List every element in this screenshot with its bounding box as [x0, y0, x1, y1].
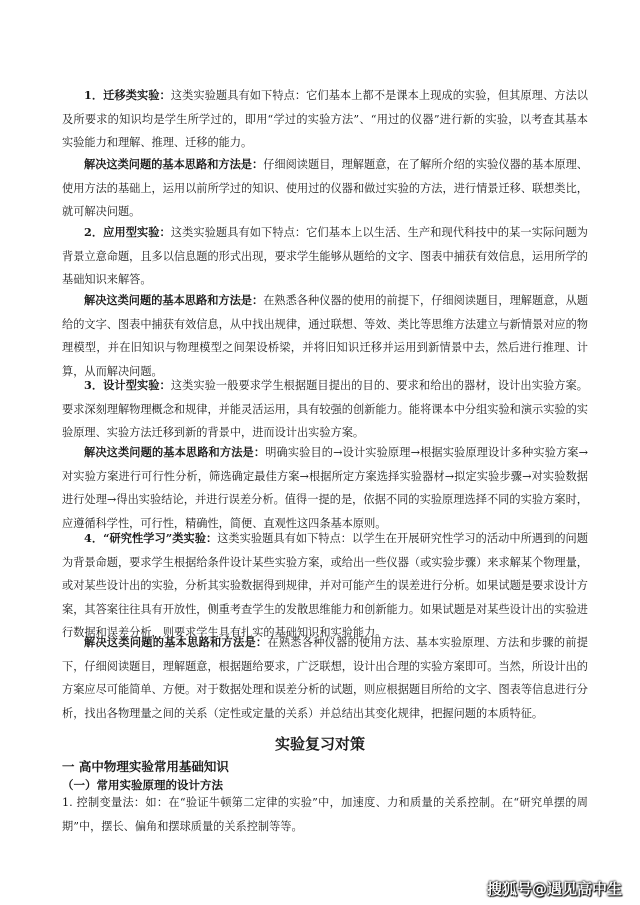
- section-text: 这类实验题具有如下特点：它们基本上都不是课本上现成的实验，但其原理、方法以及所要求的知识均是学生所学过的，即用“学过的实验方法”、“用过的仪器”进行新的实验，以考查其基本实验能力和理解、推理、迁移的能力。: [62, 89, 588, 149]
- section-heading: 解决这类问题的基本思路和方法是：: [84, 635, 268, 649]
- section-text: 这类实验一般要求学生根据题目提出的目的、要求和给出的器材，设计出实验方案。要求深刻理解物理概念和规律，并能灵活运用，具有较强的创新能力。能将课本中分组实验和演示实验的实验原理、实验方法迁移到新的背景中，进而设计出实验方案。: [62, 379, 588, 439]
- section-heading-1: 一 高中物理实验常用基础知识: [62, 759, 229, 774]
- list-item-control-variables: 1. 控制变量法：如：在“验证牛顿第二定律的实验”中，加速度、力和质量的关系控制。在“研究单摆的周期”中，摆长、偏角和摆球质量的关系控制等等。: [62, 796, 588, 833]
- section-text: 明确实验目的→设计实验原理→根据实验原理设计多种实验方案→对实验方案进行可行性分析，筛选确定最佳方案→根据所定方案选择实验器材→拟定实验步骤→对实验数据进行处理→得出实验结论，并进行误差分析。值得一提的是，依据不同的实验原理选择不同的实验方案时，应遵循科学性，可行性，精确性，简便、直观性这四条基本原则。: [62, 446, 588, 530]
- watermark: 搜狐号@遇见高中生: [486, 880, 622, 898]
- section-design-experiment: [62, 374, 588, 445]
- section-heading: 2．应用型实验：: [84, 225, 171, 239]
- section-design-solution: [62, 441, 588, 535]
- section-text: 在熟悉各种仪器的使用方法、基本实验原理、方法和步骤的前提下，仔细阅读题目，理解题意，根据题给要求，广泛联想，设计出合理的实验方案即可。当然，所设计出的方案应尽可能简单、方便。对于数据处理和误差分析的试题，则应根据题目所给的文字、图表等信息进行分析，找出各物理量之间的关系（定性或定量的关系）并总结出其变化规律，把握问题的本质特征。: [62, 636, 588, 720]
- section-application-solution: [62, 289, 588, 383]
- section-heading: 解决这类问题的基本思路和方法是：: [84, 445, 266, 459]
- section-application-experiment: [62, 221, 588, 292]
- section-text: 这类实验题具有如下特点：以学生在开展研究性学习的活动中所遇到的问题为背景命题，要求学生根据给条件设计某些实验方案，或给出一些仪器（或实验步骤）来求解某个物理量，或对某些设计出的实验，分析其实验数据得到规律，并对可能产生的误差进行分析。如果试题是要求设计方案，其答案往往具有开放性，侧重考查学生的发散思维能力和创新能力。如果试题是对某些设计出的实验进行数据和误差分析，则要求学生具有扎实的基础知识和实验能力。: [62, 532, 588, 639]
- page-title: 实验复习对策: [274, 735, 365, 753]
- section-research-solution: [62, 631, 588, 725]
- section-heading: 解决这类问题的基本思路和方法是：: [84, 157, 264, 171]
- subsection-heading: （一）常用实验原理的设计方法: [62, 778, 223, 792]
- section-heading: 解决这类问题的基本思路和方法是：: [84, 293, 264, 307]
- section-heading: 1．迁移类实验：: [84, 88, 171, 102]
- section-research-experiment: [62, 527, 588, 645]
- section-text: 仔细阅读题目，理解题意，在了解所介绍的实验仪器的基本原理、使用方法的基础上，运用以前所学过的知识、使用过的仪器和做过实验的方法，进行情景迁移、联想类比，就可解决问题。: [62, 158, 588, 218]
- section-text: 这类实验题具有如下特点：它们基本上以生活、生产和现代科技中的某一实际问题为背景立意命题，且多以信息题的形式出现，要求学生能够从题给的文字、图表中捕获有效信息，运用所学的基础知识来解答。: [62, 226, 588, 286]
- section-transfer-experiment: [62, 84, 588, 155]
- section-text: 在熟悉各种仪器的使用的前提下，仔细阅读题目，理解题意，从题给的文字、图表中捕获有效信息，从中找出规律，通过联想、等效、类比等思维方法建立与新情景对应的物理模型，并在旧知识与物理模型之间架设桥梁，并将旧知识迁移并运用到新情景中去，然后进行推理、计算，从而解决问题。: [62, 294, 588, 378]
- section-transfer-solution: [62, 153, 588, 224]
- section-heading: 3．设计型实验：: [84, 378, 171, 392]
- section-heading: 4．“研究性学习”类实验：: [84, 531, 218, 545]
